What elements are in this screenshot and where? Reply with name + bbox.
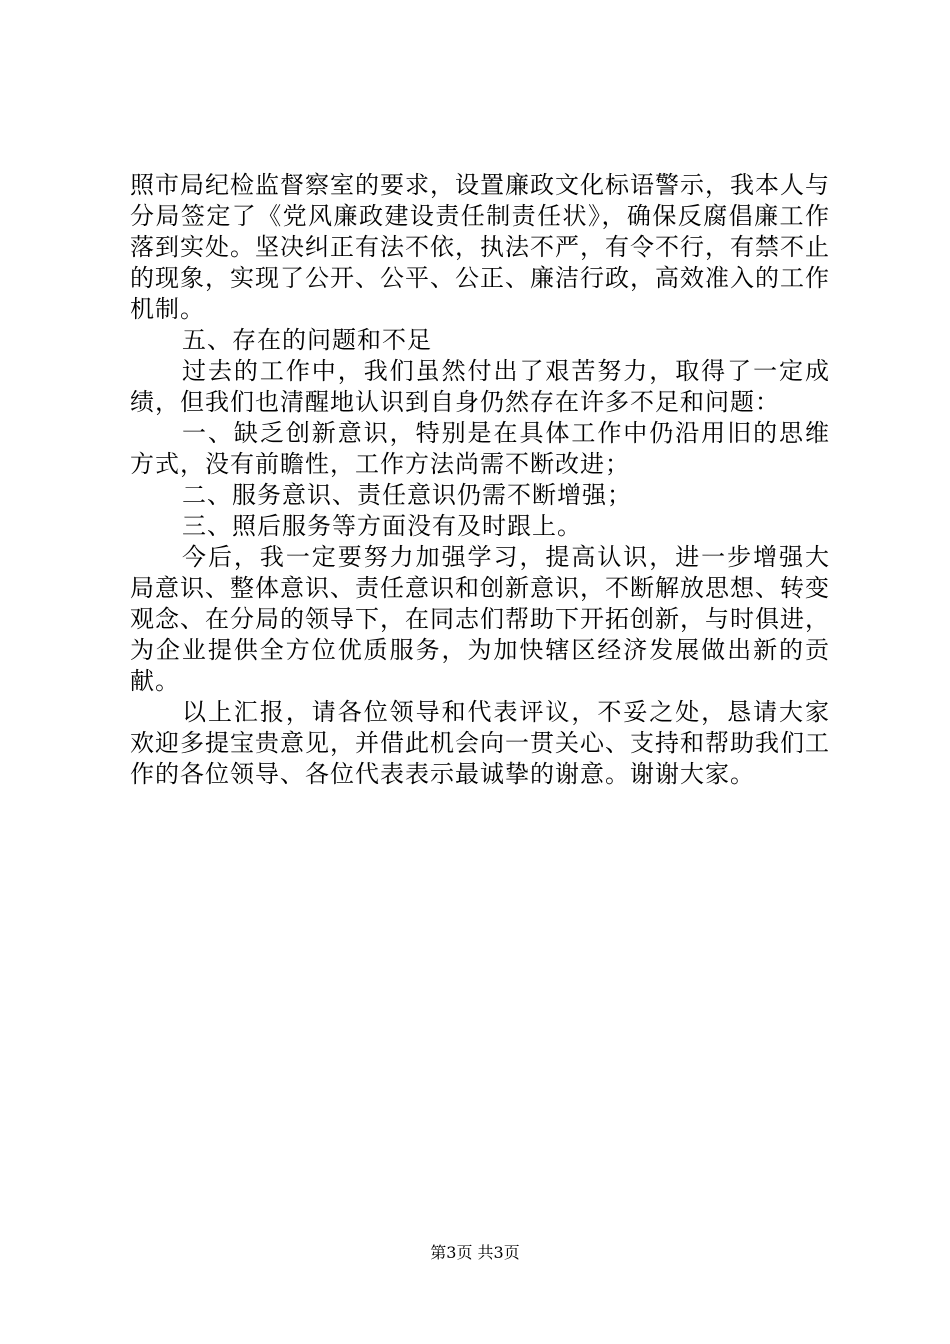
section-heading-problems: 五、存在的问题和不足	[182, 326, 432, 354]
list-item-problem-3: 三、照后服务等方面没有及时跟上。	[182, 512, 582, 540]
paragraph-closing: 以上汇报，请各位领导和代表评议，不妥之处，恳请大家欢迎多提宝贵意见，并借此机会向一贯关心、支持和帮助我们工作的各位领导、各位代表表示最诚挚的谢意。谢谢大家。	[130, 698, 830, 788]
document-body	[130, 170, 830, 790]
list-item-problem-2: 二、服务意识、责任意识仍需不断增强；	[182, 481, 632, 509]
paragraph-intro-problems: 过去的工作中，我们虽然付出了艰苦努力，取得了一定成绩，但我们也清醒地认识到自身仍然存在许多不足和问题：	[130, 357, 830, 416]
paragraph-future-plan: 今后，我一定要努力加强学习，提高认识，进一步增强大局意识、整体意识、责任意识和创新意识，不断解放思想、转变观念、在分局的领导下，在同志们帮助下开拓创新，与时俱进，为企业提供全方位优质服务，为加快辖区经济发展做出新的贡献。	[130, 543, 830, 695]
list-item-problem-1: 一、缺乏创新意识，特别是在具体工作中仍沿用旧的思维方式，没有前瞻性，工作方法尚需不断改进；	[130, 419, 830, 478]
page-footer: 第3页 共3页	[430, 1243, 520, 1262]
paragraph-continuation: 照市局纪检监督察室的要求，设置廉政文化标语警示，我本人与分局签定了《党风廉政建设责任制责任状》，确保反腐倡廉工作落到实处。坚决纠正有法不依，执法不严，有令不行，有禁不止的现象，实现了公开、公平、公正、廉洁行政，高效准入的工作机制。	[130, 171, 830, 323]
